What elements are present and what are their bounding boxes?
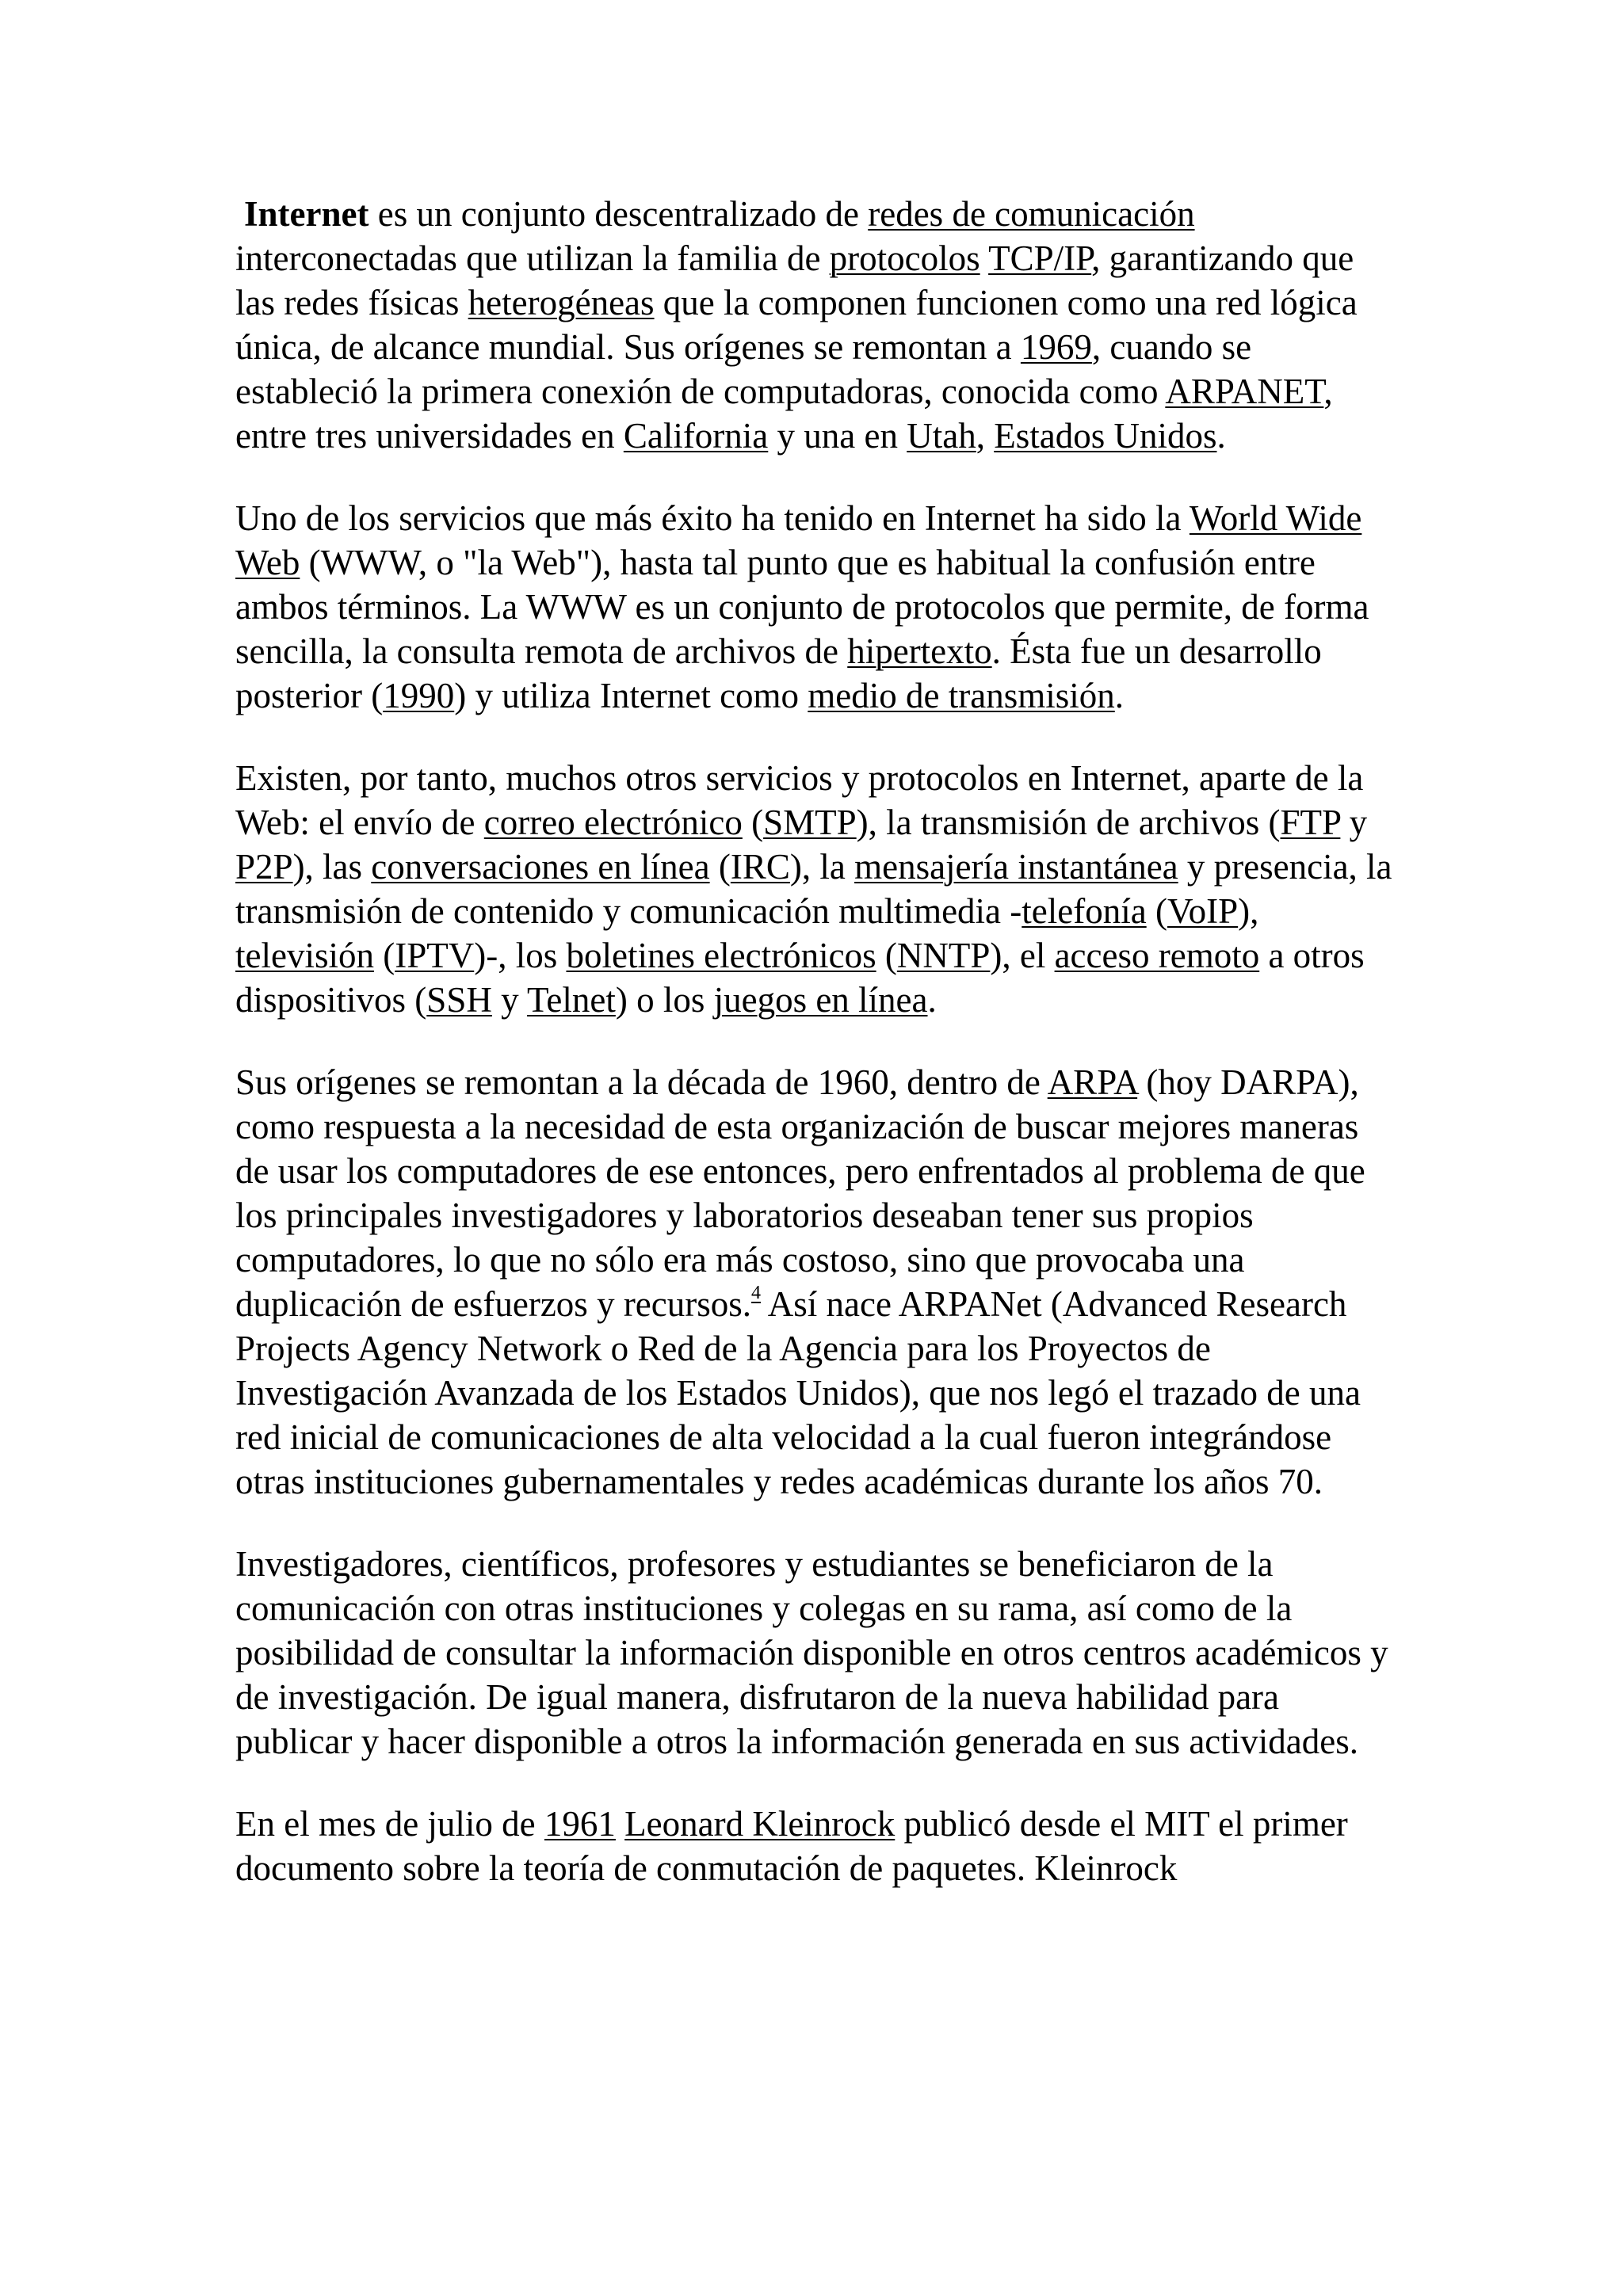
link-1990[interactable]: 1990: [383, 676, 455, 715]
paragraph-investigadores: [235, 1542, 1400, 1764]
link-nntp[interactable]: NNTP: [896, 936, 991, 975]
text-run: que la componen funcionen como una red lógica única, de alcance mundial. Sus orígenes se remontan a: [235, 283, 1358, 367]
text-run: Sus orígenes se remontan a la década de 1960, dentro de: [235, 1062, 1048, 1102]
text-run: (: [1146, 891, 1167, 931]
link-protocolos[interactable]: protocolos: [829, 238, 980, 278]
text-run: y presencia, la transmisión de contenido y comunicación multimedia -: [235, 847, 1392, 931]
text-run: (: [373, 936, 395, 975]
text-run: En el mes de julio de: [235, 1804, 544, 1844]
link-smtp[interactable]: SMTP: [763, 803, 857, 842]
link-tcp-ip[interactable]: TCP/IP: [988, 238, 1092, 278]
link-redes-de-comunicacion[interactable]: redes de comunicación: [868, 194, 1195, 234]
text-run: Así nace ARPANet (Advanced Research Projects Agency Network o Red de la Agencia para los Proyectos de Investigación Avanzada de los Estados Unidos), que nos legó el trazado de una red inicial de comunicaciones de alta velocidad a la cual fueron integrándose otras instituciones gubernamentales y redes académicas durante los años 70.: [235, 1284, 1361, 1501]
text-run: ), las: [292, 847, 372, 887]
text-run: .: [1114, 676, 1124, 715]
text-run: .: [1216, 416, 1226, 456]
text-run: y una en: [768, 416, 907, 456]
text-run: . Ésta fue un desarrollo posterior (: [235, 631, 1322, 715]
text-run: (hoy DARPA), como respuesta a la necesidad de esta organización de buscar mejores maneras de usar los computadores de ese entonces, pero enfrentados al problema de que los principales investigadores y laboratorios deseaban tener sus propios computadores, lo que no sólo era más costoso, sino que provocaba una duplicación de esfuerzos y recursos.: [235, 1062, 1365, 1324]
paragraph-kleinrock: [235, 1802, 1400, 1890]
text-run: [980, 238, 988, 278]
text-run: ) o los: [615, 980, 714, 1020]
link-correo-electronico[interactable]: correo electrónico: [483, 803, 743, 842]
text-run: ), la transmisión de archivos (: [856, 803, 1281, 842]
link-1961[interactable]: 1961: [544, 1804, 616, 1844]
link-arpanet[interactable]: ARPANET: [1165, 372, 1324, 411]
text-run: es un conjunto descentralizado de: [369, 194, 869, 234]
link-voip[interactable]: VoIP: [1167, 891, 1239, 931]
text-run: (: [876, 936, 897, 975]
paragraph-origenes: [235, 1060, 1400, 1504]
text-run: ,: [976, 416, 995, 456]
link-mensajeria-instantanea[interactable]: mensajería instantánea: [854, 847, 1178, 887]
link-conversaciones-en-linea[interactable]: conversaciones en línea: [371, 847, 710, 887]
link-p2p[interactable]: P2P: [235, 847, 293, 887]
text-run: [616, 1804, 624, 1844]
text-run: Investigadores, científicos, profesores y estudiantes se beneficiaron de la comunicación con otras instituciones y colegas en su rama, así como de la posibilidad de consultar la información disponible en otros centros académicos y de investigación. De igual manera, disfrutaron de la nueva habilidad para publicar y hacer disponible a otros la información generada en sus actividades.: [235, 1544, 1388, 1761]
text-run: ), el: [990, 936, 1055, 975]
link-juegos-en-linea[interactable]: juegos en línea: [713, 980, 928, 1020]
link-telefonia[interactable]: telefonía: [1022, 891, 1147, 931]
text-run: publicó desde el MIT el primer documento sobre la teoría de conmutación de paquetes. Kleinrock: [235, 1804, 1348, 1888]
paragraph-servicios: [235, 756, 1400, 1022]
document-page: [235, 192, 1400, 1928]
text-run: y: [491, 980, 528, 1020]
link-1969[interactable]: 1969: [1020, 327, 1092, 367]
text-run: , garantizando que las redes físicas: [235, 238, 1354, 322]
paragraph-intro: [235, 192, 1400, 458]
text-run: (: [742, 803, 764, 842]
text-run: ), la: [789, 847, 855, 887]
text-run: ) y utiliza Internet como: [454, 676, 808, 715]
link-television[interactable]: televisión: [235, 936, 374, 975]
text-run: y: [1340, 803, 1368, 842]
link-telnet[interactable]: Telnet: [527, 980, 616, 1020]
link-estados-unidos[interactable]: Estados Unidos: [994, 416, 1217, 456]
text-run: Existen, por tanto, muchos otros servicios y protocolos en Internet, aparte de la Web: el envío de: [235, 758, 1364, 842]
term-internet: Internet: [244, 194, 369, 234]
text-run: a otros dispositivos (: [235, 936, 1365, 1020]
link-arpa[interactable]: ARPA: [1047, 1062, 1138, 1102]
link-medio-de-transmision[interactable]: medio de transmisión: [808, 676, 1115, 715]
footnote-ref-4[interactable]: 4: [751, 1283, 762, 1303]
link-ftp[interactable]: FTP: [1280, 803, 1341, 842]
link-world-wide-web[interactable]: World Wide Web: [235, 498, 1362, 582]
text-run: .: [927, 980, 937, 1020]
link-boletines-electronicos[interactable]: boletines electrónicos: [566, 936, 876, 975]
link-heterogeneas[interactable]: heterogéneas: [468, 283, 655, 322]
link-irc[interactable]: IRC: [730, 847, 790, 887]
text-run: interconectadas que utilizan la familia de: [235, 238, 830, 278]
text-run: (WWW, o "la Web"), hasta tal punto que es habitual la confusión entre ambos términos. La WWW es un conjunto de protocolos que permite, de forma sencilla, la consulta remota de archivos de: [235, 543, 1369, 671]
link-ssh[interactable]: SSH: [426, 980, 492, 1020]
text-run: )-, los: [474, 936, 567, 975]
link-iptv[interactable]: IPTV: [395, 936, 475, 975]
link-hipertexto[interactable]: hipertexto: [847, 631, 992, 671]
text-run: (: [709, 847, 731, 887]
link-utah[interactable]: Utah: [907, 416, 976, 456]
link-leonard-kleinrock[interactable]: Leonard Kleinrock: [624, 1804, 896, 1844]
link-california[interactable]: California: [623, 416, 769, 456]
link-acceso-remoto[interactable]: acceso remoto: [1054, 936, 1260, 975]
text-run: Uno de los servicios que más éxito ha tenido en Internet ha sido la: [235, 498, 1190, 538]
text-run: ),: [1238, 891, 1259, 931]
paragraph-www: [235, 496, 1400, 718]
text-run: , cuando se estableció la primera conexión de computadoras, conocida como: [235, 327, 1252, 411]
text-run: , entre tres universidades en: [235, 372, 1333, 456]
